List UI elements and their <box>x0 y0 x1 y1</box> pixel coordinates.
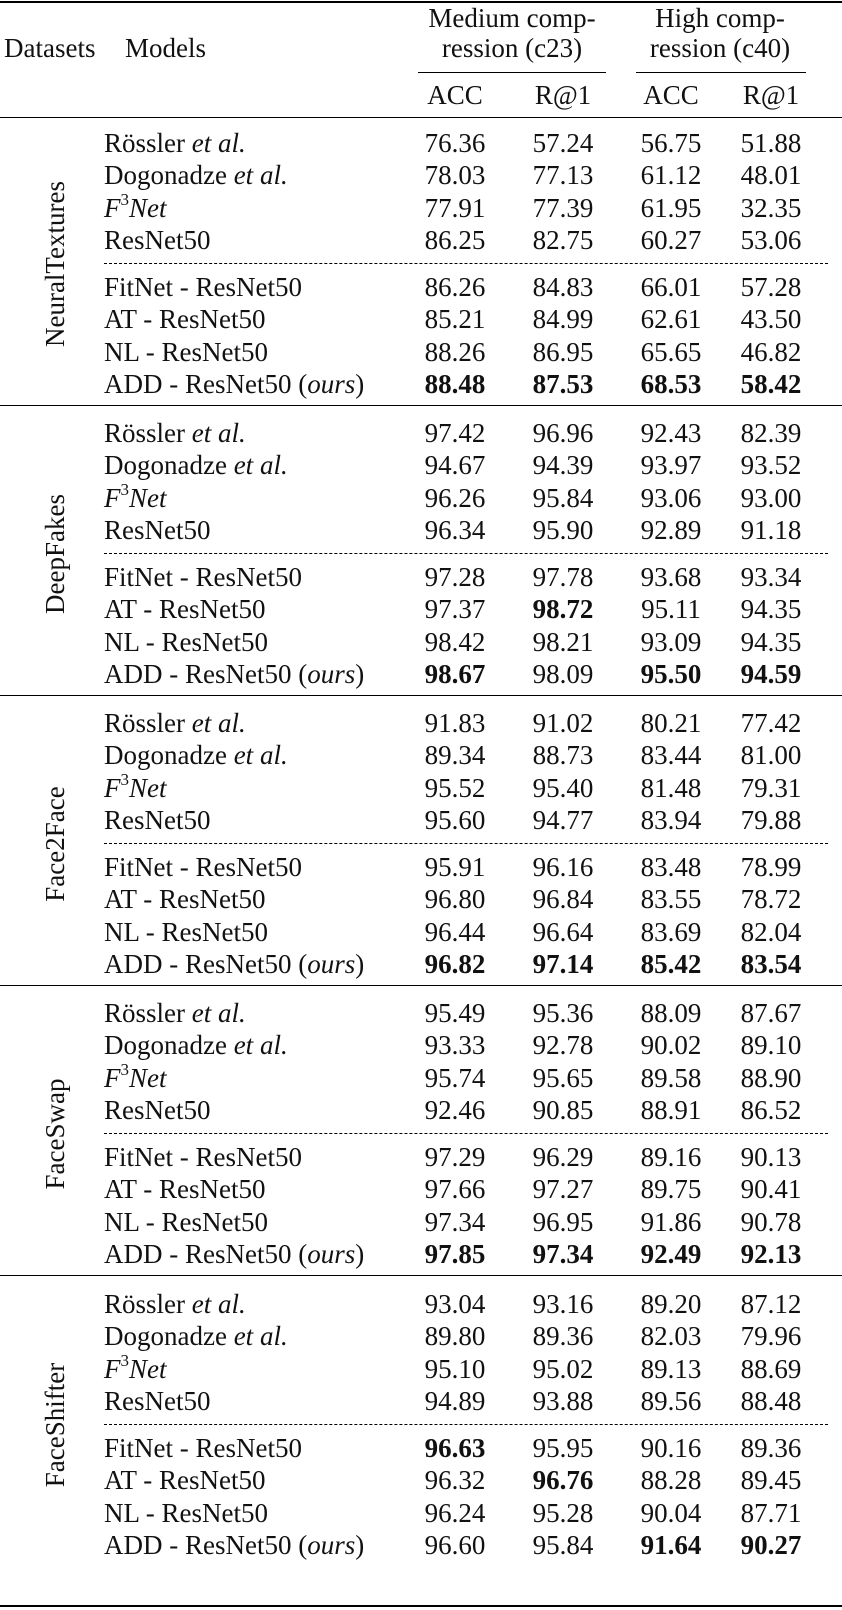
table-cell: 53.06 <box>740 225 802 255</box>
table-cell: 83.69 <box>640 917 702 947</box>
table-cell: 88.90 <box>740 1063 802 1093</box>
model-name: AT - ResNet50 <box>104 1465 266 1495</box>
table-cell: 93.33 <box>424 1030 486 1060</box>
model-name-superscript: 3 <box>120 770 129 789</box>
table-cell: 97.85 <box>424 1239 486 1269</box>
model-name: ResNet50 <box>104 515 211 545</box>
table-cell: 96.16 <box>532 852 594 882</box>
table-cell: 91.83 <box>424 708 486 738</box>
table-cell: 89.20 <box>640 1289 702 1319</box>
model-name: AT - ResNet50 <box>104 884 266 914</box>
table-cell: 88.91 <box>640 1095 702 1125</box>
table-cell: 97.28 <box>424 562 486 592</box>
table-cell: 92.89 <box>640 515 702 545</box>
model-name-superscript: 3 <box>120 480 129 499</box>
table-cell: 94.59 <box>740 659 802 689</box>
table-cell: 95.74 <box>424 1063 486 1093</box>
table-cell: 89.36 <box>532 1321 594 1351</box>
model-name-math: F <box>104 773 121 803</box>
table-cell: 93.34 <box>740 562 802 592</box>
table-cell: 46.82 <box>740 337 802 367</box>
table-cell: 97.78 <box>532 562 594 592</box>
model-name: Dogonadze et al. <box>104 160 288 190</box>
table-cell: 92.46 <box>424 1095 486 1125</box>
table-cell: 79.31 <box>740 773 802 803</box>
model-name: FitNet - ResNet50 <box>104 1433 302 1463</box>
header-medium-line2: ression (c23) <box>441 33 583 63</box>
table-cell: 83.94 <box>640 805 702 835</box>
model-name: Dogonadze et al. <box>104 450 288 480</box>
table-cell: 95.52 <box>424 773 486 803</box>
table-cell: 51.88 <box>740 128 802 158</box>
table-cell: 89.34 <box>424 740 486 770</box>
table-cell: 90.78 <box>740 1207 802 1237</box>
table-cell: 98.72 <box>532 594 594 624</box>
table-cell: 96.64 <box>532 917 594 947</box>
table-cell: 88.73 <box>532 740 594 770</box>
table-cell: 85.21 <box>424 304 486 334</box>
model-name: FitNet - ResNet50 <box>104 562 302 592</box>
header-medium-line1: Medium comp- <box>428 3 596 33</box>
table-cell: 76.36 <box>424 128 486 158</box>
table-cell: 81.00 <box>740 740 802 770</box>
table-cell: 57.28 <box>740 272 802 302</box>
table-cell: 95.84 <box>532 483 594 513</box>
table-cell: 96.96 <box>532 418 594 448</box>
table-cell: 87.12 <box>740 1289 802 1319</box>
table-cell: 93.68 <box>640 562 702 592</box>
section-rule <box>0 985 842 986</box>
dataset-label: NeuralTextures <box>40 180 70 348</box>
table-cell: 95.90 <box>532 515 594 545</box>
table-cell: 95.11 <box>641 594 701 624</box>
table-cell: 87.71 <box>740 1498 802 1528</box>
table-cell: 90.13 <box>740 1142 802 1172</box>
table-cell: 98.09 <box>532 659 594 689</box>
model-name-math: F <box>104 1063 121 1093</box>
model-name: ADD - ResNet50 (ours) <box>104 1530 365 1560</box>
model-name: ADD - ResNet50 (ours) <box>104 659 365 689</box>
model-name-suffix: ours <box>307 949 356 979</box>
table-cell: 95.65 <box>532 1063 594 1093</box>
table-cell: 95.91 <box>424 852 486 882</box>
table-cell: 61.95 <box>640 193 702 223</box>
table-cell: 93.09 <box>640 627 702 657</box>
table-cell: 79.96 <box>740 1321 802 1351</box>
table-cell: 43.50 <box>740 304 802 334</box>
table-cell: 79.88 <box>740 805 802 835</box>
header-high-line2: ression (c40) <box>649 33 791 63</box>
header-r1-high: R@1 <box>742 80 800 110</box>
table-cell: 65.65 <box>640 337 702 367</box>
table-cell: 95.40 <box>532 773 594 803</box>
header-high-line1: High comp- <box>655 3 785 33</box>
table-cell: 93.16 <box>532 1289 594 1319</box>
header-acc-medium: ACC <box>427 80 483 110</box>
table-cell: 57.24 <box>532 128 594 158</box>
model-name: NL - ResNet50 <box>104 1498 268 1528</box>
model-name: AT - ResNet50 <box>104 304 266 334</box>
model-name: AT - ResNet50 <box>104 1174 266 1204</box>
table-cell: 90.27 <box>740 1530 802 1560</box>
table-cell: 82.03 <box>640 1321 702 1351</box>
table-cell: 84.99 <box>532 304 594 334</box>
model-name: Dogonadze et al. <box>104 740 288 770</box>
table-cell: 97.27 <box>532 1174 594 1204</box>
section-dashed-rule <box>104 1133 828 1134</box>
model-name: Rössler et al. <box>104 1289 246 1319</box>
model-name: FitNet - ResNet50 <box>104 1142 302 1172</box>
table-cell: 98.67 <box>424 659 486 689</box>
table-cell: 82.39 <box>740 418 802 448</box>
table-cell: 97.14 <box>532 949 594 979</box>
table-cell: 96.63 <box>424 1433 486 1463</box>
table-cell: 95.84 <box>532 1530 594 1560</box>
table-cell: 85.42 <box>640 949 702 979</box>
table-cell: 91.02 <box>532 708 594 738</box>
table-cell: 61.12 <box>640 160 702 190</box>
model-name: Rössler et al. <box>104 418 246 448</box>
model-name-suffix: et al. <box>233 1321 288 1351</box>
table-cell: 89.75 <box>640 1174 702 1204</box>
table-cell: 58.42 <box>740 369 802 399</box>
table-cell: 95.10 <box>424 1354 486 1384</box>
section-rule <box>0 405 842 406</box>
table-cell: 93.52 <box>740 450 802 480</box>
dataset-label: DeepFakes <box>40 494 70 614</box>
table-cell: 84.83 <box>532 272 594 302</box>
table-cell: 96.84 <box>532 884 594 914</box>
model-name-math: F <box>104 193 121 223</box>
model-name: NL - ResNet50 <box>104 627 268 657</box>
model-name: ADD - ResNet50 (ours) <box>104 949 365 979</box>
header-datasets: Datasets <box>4 33 96 63</box>
table-cell: 88.09 <box>640 998 702 1028</box>
table-cell: 97.29 <box>424 1142 486 1172</box>
model-name-suffix: et al. <box>191 998 246 1028</box>
model-name-suffix: et al. <box>191 418 246 448</box>
model-name-suffix: ours <box>307 369 356 399</box>
table-cell: 95.60 <box>424 805 486 835</box>
table-cell: 94.35 <box>740 594 802 624</box>
table-cell: 88.28 <box>640 1465 702 1495</box>
model-name: FitNet - ResNet50 <box>104 852 302 882</box>
table-cell: 80.21 <box>640 708 702 738</box>
model-name: NL - ResNet50 <box>104 917 268 947</box>
model-name: Dogonadze et al. <box>104 1321 288 1351</box>
table-cell: 96.44 <box>424 917 486 947</box>
table-cell: 96.24 <box>424 1498 486 1528</box>
table-cell: 92.78 <box>532 1030 594 1060</box>
table-cell: 97.34 <box>424 1207 486 1237</box>
table-cell: 95.28 <box>532 1498 594 1528</box>
model-name-suffix: et al. <box>191 128 246 158</box>
table-cell: 83.54 <box>740 949 802 979</box>
table-cell: 96.82 <box>424 949 486 979</box>
header-acc-high: ACC <box>643 80 699 110</box>
model-name-suffix: et al. <box>233 1030 288 1060</box>
section-dashed-rule <box>104 1424 828 1425</box>
header-models: Models <box>125 33 206 63</box>
table-cell: 87.53 <box>532 369 594 399</box>
table-cell: 89.10 <box>740 1030 802 1060</box>
table-cell: 96.80 <box>424 884 486 914</box>
model-name-suffix: ours <box>307 1239 356 1269</box>
model-name-math: F <box>104 1354 121 1384</box>
section-dashed-rule <box>104 263 828 264</box>
table-cell: 96.29 <box>532 1142 594 1172</box>
table-cell: 90.02 <box>640 1030 702 1060</box>
table-cell: 68.53 <box>640 369 702 399</box>
table-cell: 93.00 <box>740 483 802 513</box>
model-name-math-tail: Net <box>129 483 167 513</box>
table-cell: 88.69 <box>740 1354 802 1384</box>
table-cell: 86.95 <box>532 337 594 367</box>
table-cell: 90.04 <box>640 1498 702 1528</box>
table-cell: 60.27 <box>640 225 702 255</box>
model-name: Dogonadze et al. <box>104 1030 288 1060</box>
table-cell: 86.26 <box>424 272 486 302</box>
table-cell: 88.48 <box>740 1386 802 1416</box>
model-name: NL - ResNet50 <box>104 337 268 367</box>
model-name-math-tail: Net <box>129 1063 167 1093</box>
table-cell: 96.60 <box>424 1530 486 1560</box>
table-cell: 89.45 <box>740 1465 802 1495</box>
section-rule <box>0 695 842 696</box>
table-cell: 89.36 <box>740 1433 802 1463</box>
table-cell: 77.42 <box>740 708 802 738</box>
table-cell: 77.13 <box>532 160 594 190</box>
model-name: ADD - ResNet50 (ours) <box>104 369 365 399</box>
model-name <box>104 480 167 513</box>
table-cell: 95.50 <box>640 659 702 689</box>
model-name: NL - ResNet50 <box>104 1207 268 1237</box>
table-cell: 90.16 <box>640 1433 702 1463</box>
table-cell: 82.04 <box>740 917 802 947</box>
model-name <box>104 1060 167 1093</box>
table-cell: 95.36 <box>532 998 594 1028</box>
table-cell: 62.61 <box>640 304 702 334</box>
model-name-superscript: 3 <box>120 1351 129 1370</box>
table-cell: 90.41 <box>740 1174 802 1204</box>
model-name-suffix: et al. <box>233 160 288 190</box>
model-name <box>104 190 167 223</box>
model-name: Rössler et al. <box>104 998 246 1028</box>
model-name: Rössler et al. <box>104 128 246 158</box>
table-cell: 94.77 <box>532 805 594 835</box>
table-cell: 96.34 <box>424 515 486 545</box>
table-cell: 89.13 <box>640 1354 702 1384</box>
table-cell: 89.56 <box>640 1386 702 1416</box>
table-cell: 32.35 <box>740 193 802 223</box>
table-cell: 95.49 <box>424 998 486 1028</box>
model-name: ResNet50 <box>104 1386 211 1416</box>
header-rule <box>0 117 842 118</box>
table-cell: 93.04 <box>424 1289 486 1319</box>
table-cell: 77.39 <box>532 193 594 223</box>
model-name: ResNet50 <box>104 225 211 255</box>
dataset-label: FaceShifter <box>40 1362 70 1488</box>
dataset-label: FaceSwap <box>40 1078 70 1190</box>
table-cell: 95.02 <box>532 1354 594 1384</box>
model-name-suffix: ours <box>307 1530 356 1560</box>
table-cell: 77.91 <box>424 193 486 223</box>
table-cell: 90.85 <box>532 1095 594 1125</box>
model-name-math-tail: Net <box>129 1354 167 1384</box>
table-cell: 83.48 <box>640 852 702 882</box>
table-cell: 78.99 <box>740 852 802 882</box>
table-cell: 97.34 <box>532 1239 594 1269</box>
table-cell: 48.01 <box>740 160 802 190</box>
table-cell: 89.16 <box>640 1142 702 1172</box>
table-cell: 92.13 <box>740 1239 802 1269</box>
model-name <box>104 1351 167 1384</box>
model-name-math-tail: Net <box>129 773 167 803</box>
model-name-suffix: et al. <box>233 740 288 770</box>
model-name-superscript: 3 <box>120 190 129 209</box>
table-cell: 96.26 <box>424 483 486 513</box>
table-cell: 56.75 <box>640 128 702 158</box>
table-cell: 93.06 <box>640 483 702 513</box>
table-cell: 88.26 <box>424 337 486 367</box>
table-cell: 92.49 <box>640 1239 702 1269</box>
table-cell: 82.75 <box>532 225 594 255</box>
model-name: AT - ResNet50 <box>104 594 266 624</box>
table-cell: 91.86 <box>640 1207 702 1237</box>
model-name: Rössler et al. <box>104 708 246 738</box>
model-name-superscript: 3 <box>120 1060 129 1079</box>
table-cell: 86.25 <box>424 225 486 255</box>
table-cell: 98.21 <box>532 627 594 657</box>
model-name-math: F <box>104 483 121 513</box>
model-name-suffix: et al. <box>233 450 288 480</box>
table-cell: 87.67 <box>740 998 802 1028</box>
table-cell: 93.88 <box>532 1386 594 1416</box>
table-cell: 78.72 <box>740 884 802 914</box>
table-cell: 98.42 <box>424 627 486 657</box>
table-cell: 93.97 <box>640 450 702 480</box>
model-name: ADD - ResNet50 (ours) <box>104 1239 365 1269</box>
table-cell: 81.48 <box>640 773 702 803</box>
model-name-math-tail: Net <box>129 193 167 223</box>
table-cell: 96.76 <box>532 1465 594 1495</box>
table-cell: 89.80 <box>424 1321 486 1351</box>
dataset-label: Face2Face <box>40 786 70 902</box>
table-cell: 91.64 <box>640 1530 702 1560</box>
table-cell: 97.66 <box>424 1174 486 1204</box>
header-r1-medium: R@1 <box>534 80 592 110</box>
table-cell: 96.95 <box>532 1207 594 1237</box>
section-dashed-rule <box>104 843 828 844</box>
model-name-suffix: et al. <box>191 708 246 738</box>
table-cell: 78.03 <box>424 160 486 190</box>
table-cell: 86.52 <box>740 1095 802 1125</box>
model-name <box>104 770 167 803</box>
table-cell: 88.48 <box>424 369 486 399</box>
table-cell: 96.32 <box>424 1465 486 1495</box>
table-cell: 97.37 <box>424 594 486 624</box>
model-name: ResNet50 <box>104 805 211 835</box>
model-name-suffix: ours <box>307 659 356 689</box>
table-cell: 83.55 <box>640 884 702 914</box>
model-name-suffix: et al. <box>191 1289 246 1319</box>
high-group-rule <box>636 72 806 73</box>
table-cell: 97.42 <box>424 418 486 448</box>
table-cell: 89.58 <box>640 1063 702 1093</box>
section-dashed-rule <box>104 553 828 554</box>
table-cell: 92.43 <box>640 418 702 448</box>
table-cell: 94.67 <box>424 450 486 480</box>
section-rule <box>0 1275 842 1276</box>
table-cell: 83.44 <box>640 740 702 770</box>
table-cell: 94.35 <box>740 627 802 657</box>
table-cell: 94.89 <box>424 1386 486 1416</box>
table-cell: 94.39 <box>532 450 594 480</box>
table-cell: 95.95 <box>532 1433 594 1463</box>
model-name: FitNet - ResNet50 <box>104 272 302 302</box>
model-name: ResNet50 <box>104 1095 211 1125</box>
bottom-rule <box>0 1605 842 1607</box>
table-cell: 91.18 <box>740 515 802 545</box>
medium-group-rule <box>418 72 606 73</box>
table-cell: 66.01 <box>640 272 702 302</box>
